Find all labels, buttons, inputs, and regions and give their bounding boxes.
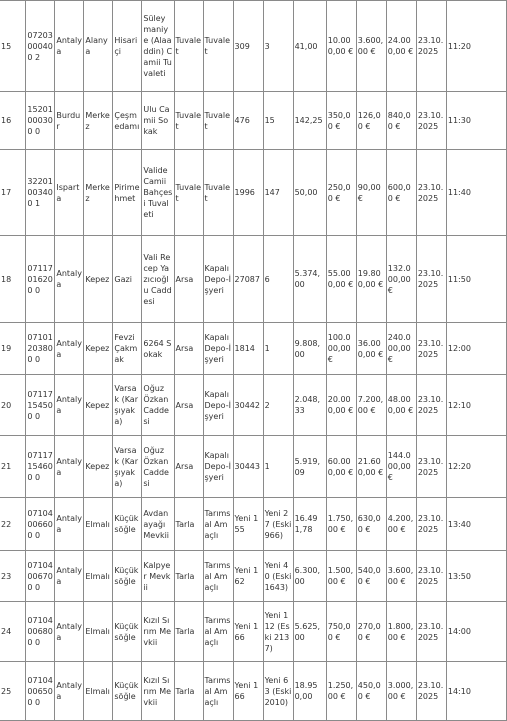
tender-date-cell: 23.10.2025 [416,236,446,323]
district-cell: Kepez [84,375,113,436]
usage-type-cell: Tuvalet [203,150,233,236]
district-cell: Elmalı [84,498,113,551]
total-amount-cell: 240.000,00 € [386,323,416,375]
tender-time-cell: 12:00 [446,323,506,375]
property-type-cell: Tarla [174,498,203,551]
tender-date-cell: 23.10.2025 [416,436,446,498]
table-row [0,498,507,551]
tender-time-cell: 13:40 [446,498,506,551]
province-cell: Antalya [55,498,84,551]
total-amount-cell: 3.000,00 € [386,662,416,721]
table-row [0,436,507,498]
neighborhood-cell: Küçüksöğle [113,498,142,551]
province-cell: Antalya [55,375,84,436]
table-row [0,602,507,662]
province-cell: Antalya [55,662,84,721]
tender-time-cell: 14:00 [446,602,506,662]
row-number-cell: 23 [0,551,26,602]
rent-price-cell: 10.000,00 € [326,1,356,92]
tender-date-cell: 23.10.2025 [416,323,446,375]
province-cell: Burdur [55,92,84,150]
neighborhood-cell: Fevzi Çakmak [113,323,142,375]
tender-time-cell: 13:50 [446,551,506,602]
total-amount-cell: 3.600,00 € [386,551,416,602]
neighborhood-cell: Varsak (Karşıyaka) [113,375,142,436]
tender-date-cell: 23.10.2025 [416,498,446,551]
deposit-cell: 540,00 € [356,551,386,602]
deposit-cell: 90,00 € [356,150,386,236]
total-amount-cell: 132.000,00 € [386,236,416,323]
neighborhood-cell: Varsak (Karşıyaka) [113,436,142,498]
table-row [0,662,507,721]
tender-date-cell: 23.10.2025 [416,1,446,92]
block-number-cell: 1996 [233,150,263,236]
area-cell: 50,00 [293,150,326,236]
block-number-cell: Yeni 162 [233,551,263,602]
tender-date-cell: 23.10.2025 [416,662,446,721]
row-number-cell: 18 [0,236,26,323]
deposit-cell: 19.800,00 € [356,236,386,323]
address-cell: Ulu Camii Sokak [142,92,174,150]
neighborhood-cell: Pirimehmet [113,150,142,236]
province-cell: Antalya [55,1,84,92]
parcel-number-cell: Yeni 40 (Eski 1643) [263,551,293,602]
total-amount-cell: 1.800,00 € [386,602,416,662]
deposit-cell: 7.200,00 € [356,375,386,436]
row-number-cell: 19 [0,323,26,375]
usage-type-cell: Kapalı Depo-İşyeri [203,436,233,498]
table-row [0,150,507,236]
address-cell: Valide Camii Bahçesi Tuvaleti [142,150,174,236]
deposit-cell: 126,00 € [356,92,386,150]
district-cell: Kepez [84,236,113,323]
parcel-number-cell: 2 [263,375,293,436]
parcel-code-cell: 07117154600 0 [26,436,55,498]
tender-time-cell: 11:50 [446,236,506,323]
address-cell: Kalpyer Mevkii [142,551,174,602]
address-cell: Kızıl Sırım Mevkii [142,662,174,721]
property-type-cell: Tarla [174,662,203,721]
block-number-cell: 309 [233,1,263,92]
parcel-code-cell: 07104006700 0 [26,551,55,602]
neighborhood-cell: Küçüksöğle [113,662,142,721]
address-cell: 6264 Sokak [142,323,174,375]
block-number-cell: Yeni 166 [233,602,263,662]
parcel-number-cell: Yeni 63 (Eski 2010) [263,662,293,721]
parcel-code-cell: 07117016200 0 [26,236,55,323]
block-number-cell: Yeni 166 [233,662,263,721]
block-number-cell: 27087 [233,236,263,323]
district-cell: Elmalı [84,551,113,602]
deposit-cell: 21.600,00 € [356,436,386,498]
neighborhood-cell: Çeşmedamı [113,92,142,150]
neighborhood-cell: Hisariçi [113,1,142,92]
rent-price-cell: 750,00 € [326,602,356,662]
parcel-number-cell: 15 [263,92,293,150]
parcel-code-cell: 15201000300 0 [26,92,55,150]
parcel-code-cell: 32201003400 1 [26,150,55,236]
area-cell: 5.374,00 [293,236,326,323]
total-amount-cell: 24.000,00 € [386,1,416,92]
tender-date-cell: 23.10.2025 [416,602,446,662]
rent-price-cell: 1.250,00 € [326,662,356,721]
block-number-cell: 1814 [233,323,263,375]
property-type-cell: Arsa [174,236,203,323]
tender-date-cell: 23.10.2025 [416,551,446,602]
total-amount-cell: 48.000,00 € [386,375,416,436]
usage-type-cell: Tarımsal Amaçlı [203,551,233,602]
rent-price-cell: 250,00 € [326,150,356,236]
table-body [0,1,507,721]
row-number-cell: 17 [0,150,26,236]
block-number-cell: 30442 [233,375,263,436]
table-row [0,1,507,92]
province-cell: Antalya [55,323,84,375]
area-cell: 6.300,00 [293,551,326,602]
area-cell: 142,25 [293,92,326,150]
row-number-cell: 20 [0,375,26,436]
block-number-cell: Yeni 155 [233,498,263,551]
row-number-cell: 22 [0,498,26,551]
district-cell: Kepez [84,323,113,375]
parcel-code-cell: 07104006800 0 [26,602,55,662]
table-row [0,92,507,150]
rent-price-cell: 55.000,00 € [326,236,356,323]
total-amount-cell: 144.000,00 € [386,436,416,498]
usage-type-cell: Tarımsal Amaçlı [203,662,233,721]
address-cell: Oğuz Özkan Caddesi [142,436,174,498]
deposit-cell: 630,00 € [356,498,386,551]
area-cell: 2.048,33 [293,375,326,436]
parcel-number-cell: Yeni 112 (Eski 2137) [263,602,293,662]
province-cell: Isparta [55,150,84,236]
tender-time-cell: 12:10 [446,375,506,436]
province-cell: Antalya [55,436,84,498]
rent-price-cell: 1.500,00 € [326,551,356,602]
parcel-number-cell: 3 [263,1,293,92]
parcel-number-cell: Yeni 27 (Eski 966) [263,498,293,551]
tender-time-cell: 14:10 [446,662,506,721]
deposit-cell: 3.600,00 € [356,1,386,92]
usage-type-cell: Kapalı Depo-İşyeri [203,323,233,375]
area-cell: 16.491,78 [293,498,326,551]
property-type-cell: Arsa [174,375,203,436]
rent-price-cell: 20.000,00 € [326,375,356,436]
tender-date-cell: 23.10.2025 [416,92,446,150]
parcel-code-cell: 07101203800 0 [26,323,55,375]
district-cell: Elmalı [84,602,113,662]
parcel-number-cell: 1 [263,436,293,498]
total-amount-cell: 600,00 € [386,150,416,236]
area-cell: 41,00 [293,1,326,92]
parcel-code-cell: 07117154500 0 [26,375,55,436]
tender-date-cell: 23.10.2025 [416,375,446,436]
row-number-cell: 21 [0,436,26,498]
rent-price-cell: 60.000,00 € [326,436,356,498]
rent-price-cell: 1.750,00 € [326,498,356,551]
parcel-number-cell: 1 [263,323,293,375]
block-number-cell: 30443 [233,436,263,498]
area-cell: 5.625,00 [293,602,326,662]
neighborhood-cell: Küçüksöğle [113,602,142,662]
property-type-cell: Tuvalet [174,92,203,150]
parcel-number-cell: 6 [263,236,293,323]
district-cell: Merkez [84,92,113,150]
address-cell: Kızıl Sırım Mevkii [142,602,174,662]
tender-date-cell: 23.10.2025 [416,150,446,236]
district-cell: Elmalı [84,662,113,721]
address-cell: Oğuz Özkan Caddesi [142,375,174,436]
parcel-code-cell: 07104006500 0 [26,662,55,721]
property-type-cell: Tuvalet [174,150,203,236]
deposit-cell: 270,00 € [356,602,386,662]
table-row [0,323,507,375]
total-amount-cell: 840,00 € [386,92,416,150]
tender-time-cell: 12:20 [446,436,506,498]
province-cell: Antalya [55,236,84,323]
table-row [0,375,507,436]
address-cell: Süleymaniye (Alaaddin) Camii Tuvaleti [142,1,174,92]
address-cell: Vali Recep Yazıcıoğlu Caddesi [142,236,174,323]
property-type-cell: Tarla [174,602,203,662]
row-number-cell: 24 [0,602,26,662]
property-type-cell: Arsa [174,323,203,375]
row-number-cell: 16 [0,92,26,150]
parcel-number-cell: 147 [263,150,293,236]
neighborhood-cell: Küçüksöğle [113,551,142,602]
deposit-cell: 450,00 € [356,662,386,721]
usage-type-cell: Tuvalet [203,1,233,92]
table-row [0,236,507,323]
usage-type-cell: Tarımsal Amaçlı [203,602,233,662]
rent-price-cell: 100.000,00 € [326,323,356,375]
district-cell: Alanya [84,1,113,92]
district-cell: Merkez [84,150,113,236]
usage-type-cell: Tarımsal Amaçlı [203,498,233,551]
block-number-cell: 476 [233,92,263,150]
property-type-cell: Tuvalet [174,1,203,92]
rent-price-cell: 350,00 € [326,92,356,150]
neighborhood-cell: Gazi [113,236,142,323]
district-cell: Kepez [84,436,113,498]
area-cell: 18.950,00 [293,662,326,721]
row-number-cell: 15 [0,1,26,92]
area-cell: 9.808,00 [293,323,326,375]
parcel-code-cell: 07203000400 2 [26,1,55,92]
property-type-cell: Arsa [174,436,203,498]
usage-type-cell: Kapalı Depo-İşyeri [203,375,233,436]
parcel-code-cell: 07104006600 0 [26,498,55,551]
row-number-cell: 25 [0,662,26,721]
deposit-cell: 36.000,00 € [356,323,386,375]
province-cell: Antalya [55,602,84,662]
usage-type-cell: Tuvalet [203,92,233,150]
tender-time-cell: 11:40 [446,150,506,236]
tender-time-cell: 11:20 [446,1,506,92]
address-cell: Avdan ayağı Mevkii [142,498,174,551]
area-cell: 5.919,09 [293,436,326,498]
province-cell: Antalya [55,551,84,602]
tender-time-cell: 11:30 [446,92,506,150]
total-amount-cell: 4.200,00 € [386,498,416,551]
table-row [0,551,507,602]
usage-type-cell: Kapalı Depo-İşyeri [203,236,233,323]
property-type-cell: Tarla [174,551,203,602]
